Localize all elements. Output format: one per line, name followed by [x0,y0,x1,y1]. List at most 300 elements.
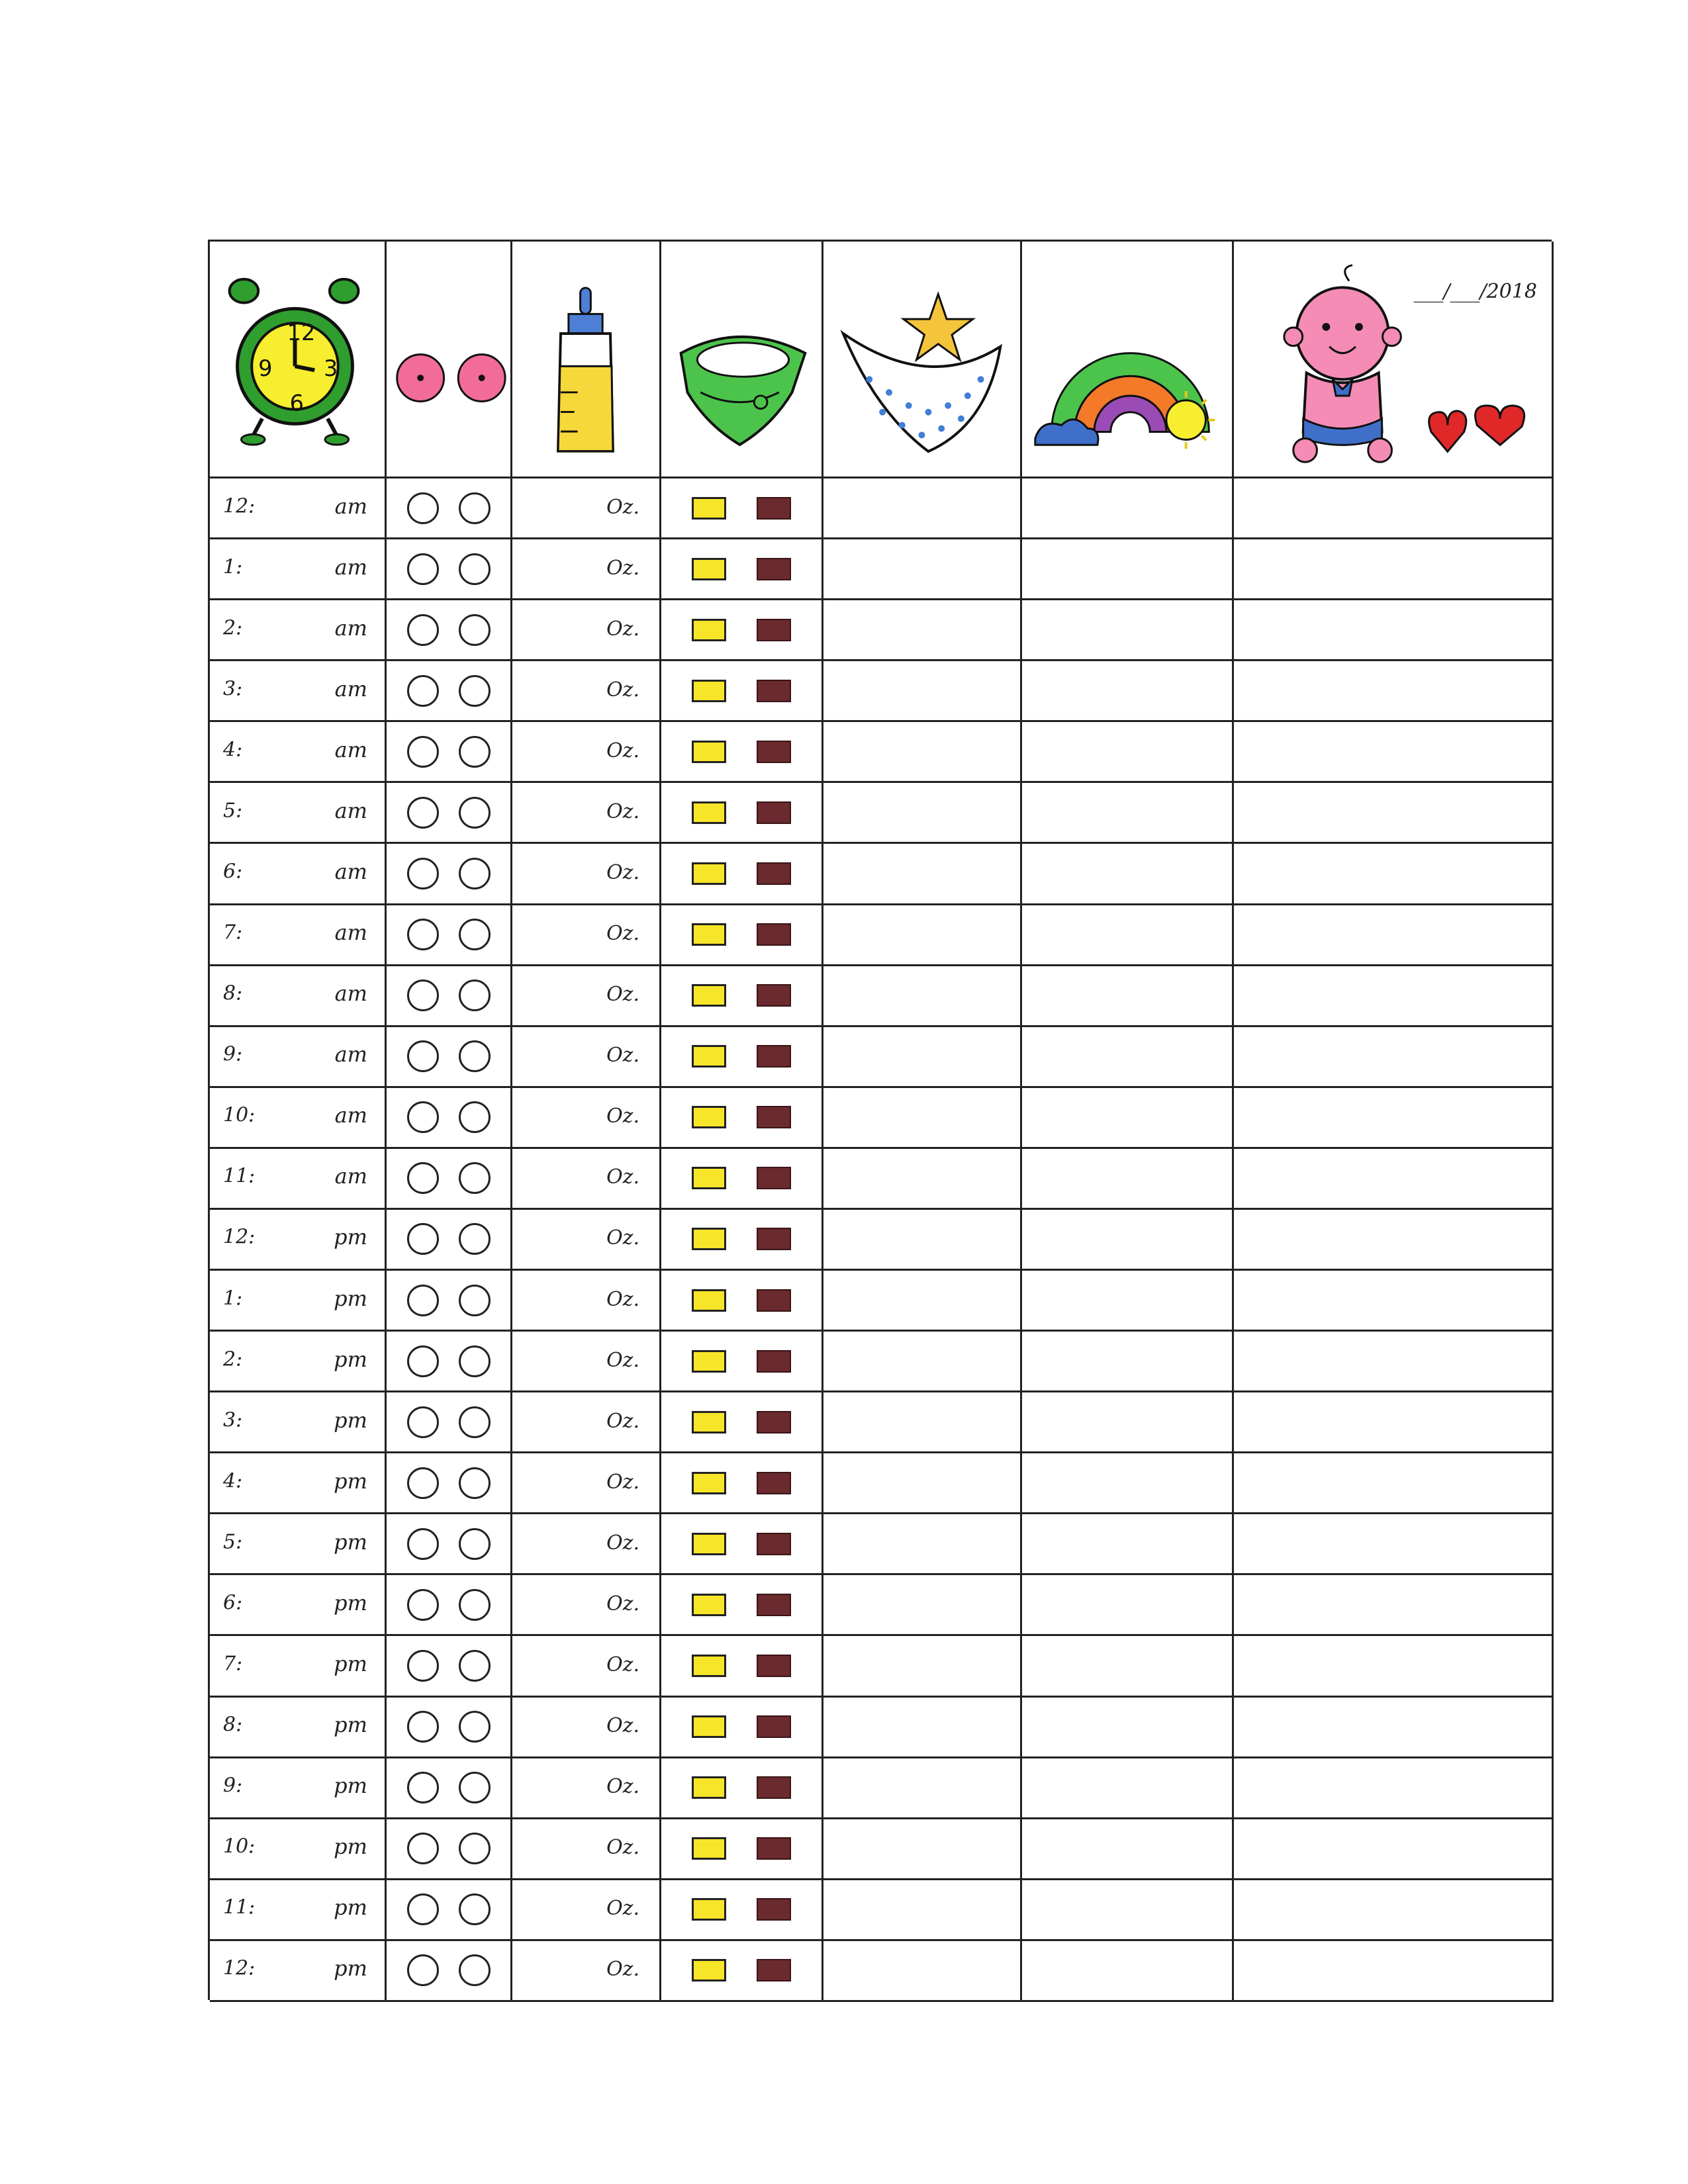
breastfeeding-cell [387,1880,512,1941]
right-side-checkbox[interactable] [459,1893,491,1925]
wet-diaper-checkbox[interactable] [692,1228,726,1250]
oz-label: Oz. [606,921,639,945]
wet-diaper-checkbox[interactable] [692,1289,726,1312]
sleep-cell[interactable] [823,1088,1022,1149]
period-label: pm [334,1285,367,1311]
period-label: am [334,797,367,823]
time-cell [210,1941,387,2002]
notes-cell[interactable] [1234,661,1554,722]
oz-label: Oz. [606,1287,639,1311]
time-cell [210,1758,387,1819]
hour-label: 8: [223,1713,243,1737]
dirty-diaper-checkbox[interactable] [757,1289,791,1312]
wet-diaper-checkbox[interactable] [692,619,726,641]
header-notes [1234,242,1554,478]
wet-diaper-checkbox[interactable] [692,1045,726,1068]
activity-cell[interactable] [1022,600,1234,661]
period-label: pm [334,1468,367,1494]
bottle-oz-cell[interactable] [512,1210,661,1271]
hour-label: 1: [223,1287,243,1310]
notes-cell[interactable] [1234,600,1554,661]
left-side-checkbox[interactable] [407,614,439,646]
sleep-cell[interactable] [823,1453,1022,1514]
time-cell [210,783,387,844]
notes-cell[interactable] [1234,539,1554,600]
dirty-diaper-checkbox[interactable] [757,1411,791,1433]
left-side-checkbox[interactable] [407,1589,439,1621]
time-cell [210,478,387,539]
time-cell [210,1514,387,1575]
time-cell [210,722,387,783]
left-side-checkbox[interactable] [407,1528,439,1560]
breastfeeding-cell [387,1332,512,1392]
hour-label: 6: [223,860,243,884]
time-cell [210,1027,387,1088]
activity-cell[interactable] [1022,783,1234,844]
bottle-oz-cell[interactable] [512,539,661,600]
notes-cell[interactable] [1234,1210,1554,1271]
sleep-cell[interactable] [823,1392,1022,1453]
breastfeeding-cell [387,1453,512,1514]
notes-cell[interactable] [1234,1453,1554,1514]
oz-label: Oz. [606,1592,639,1615]
diaper-cell [661,1698,823,1758]
sleep-cell[interactable] [823,539,1022,600]
period-label: am [334,737,367,762]
dirty-diaper-checkbox[interactable] [757,1959,791,1981]
activity-cell[interactable] [1022,1453,1234,1514]
sleep-cell[interactable] [823,1271,1022,1332]
dirty-diaper-checkbox[interactable] [757,1106,791,1128]
left-side-checkbox[interactable] [407,1162,439,1194]
sleep-cell[interactable] [823,600,1022,661]
wet-diaper-checkbox[interactable] [692,1106,726,1128]
diaper-cell [661,1758,823,1819]
activity-cell[interactable] [1022,1088,1234,1149]
left-side-checkbox[interactable] [407,553,439,585]
period-label: pm [334,1895,367,1921]
sleep-cell[interactable] [823,1575,1022,1636]
sleep-cell[interactable] [823,661,1022,722]
activity-cell[interactable] [1022,478,1234,539]
oz-label: Oz. [606,1774,639,1798]
breastfeeding-cell [387,1149,512,1210]
diaper-cell [661,1453,823,1514]
sleep-cell[interactable] [823,1027,1022,1088]
hour-label: 12: [223,1226,256,1250]
period-label: am [334,615,367,641]
right-side-checkbox[interactable] [459,1772,491,1803]
rainbow-sun-icon [1022,242,1232,477]
hour-label: 4: [223,1469,243,1493]
wet-diaper-checkbox[interactable] [692,1411,726,1433]
wet-diaper-checkbox[interactable] [692,1959,726,1981]
dirty-diaper-checkbox[interactable] [757,1594,791,1616]
activity-cell[interactable] [1022,1575,1234,1636]
left-side-checkbox[interactable] [407,979,439,1011]
time-cell [210,1698,387,1758]
dirty-diaper-checkbox[interactable] [757,1533,791,1555]
dirty-diaper-checkbox[interactable] [757,1837,791,1860]
breastfeeding-cell [387,1271,512,1332]
wet-diaper-checkbox[interactable] [692,984,726,1007]
notes-cell[interactable] [1234,966,1554,1027]
sleep-cell[interactable] [823,1880,1022,1941]
bottle-oz-cell[interactable] [512,905,661,966]
activity-cell[interactable] [1022,539,1234,600]
wet-diaper-checkbox[interactable] [692,558,726,580]
header-bottle [512,242,661,478]
activity-cell[interactable] [1022,661,1234,722]
time-cell [210,1088,387,1149]
activity-cell[interactable] [1022,1941,1234,2002]
notes-cell[interactable] [1234,1149,1554,1210]
wet-diaper-checkbox[interactable] [692,862,726,885]
hour-label: 8: [223,981,243,1005]
notes-cell[interactable] [1234,1575,1554,1636]
notes-cell[interactable] [1234,783,1554,844]
sleep-cell[interactable] [823,1636,1022,1697]
left-side-checkbox[interactable] [407,675,439,707]
notes-cell[interactable] [1234,905,1554,966]
period-label: pm [334,1346,367,1372]
notes-cell[interactable] [1234,478,1554,539]
sleep-cell[interactable] [823,1698,1022,1758]
activity-cell[interactable] [1022,1698,1234,1758]
notes-cell[interactable] [1234,844,1554,905]
notes-cell[interactable] [1234,1698,1554,1758]
sleep-cell[interactable] [823,1819,1022,1880]
wet-diaper-checkbox[interactable] [692,741,726,763]
bottle-oz-cell[interactable] [512,1575,661,1636]
activity-cell[interactable] [1022,905,1234,966]
dirty-diaper-checkbox[interactable] [757,862,791,885]
oz-label: Oz. [606,1713,639,1737]
activity-cell[interactable] [1022,1210,1234,1271]
baby-hearts-icon [1234,242,1552,477]
hour-label: 1: [223,555,243,579]
dirty-diaper-checkbox[interactable] [757,1167,791,1189]
left-side-checkbox[interactable] [407,1772,439,1803]
time-cell [210,1819,387,1880]
sleep-cell[interactable] [823,478,1022,539]
left-side-checkbox[interactable] [407,1285,439,1316]
dirty-diaper-checkbox[interactable] [757,1655,791,1677]
right-side-checkbox[interactable] [459,1162,491,1194]
breastfeeding-cell [387,783,512,844]
time-cell [210,1271,387,1332]
period-label: am [334,1103,367,1128]
sleep-cell[interactable] [823,1332,1022,1392]
right-side-checkbox[interactable] [459,1406,491,1438]
period-label: am [334,554,367,580]
dirty-diaper-checkbox[interactable] [757,619,791,641]
notes-cell[interactable] [1234,1027,1554,1088]
activity-cell[interactable] [1022,1027,1234,1088]
activity-cell[interactable] [1022,1819,1234,1880]
breastfeeding-cell [387,1210,512,1271]
right-side-checkbox[interactable] [459,492,491,524]
notes-cell[interactable] [1234,1636,1554,1697]
left-side-checkbox[interactable] [407,1833,439,1864]
activity-cell[interactable] [1022,1636,1234,1697]
right-side-checkbox[interactable] [459,1650,491,1682]
bottle-oz-cell[interactable] [512,1819,661,1880]
dirty-diaper-checkbox[interactable] [757,558,791,580]
hour-label: 2: [223,616,243,640]
wet-diaper-checkbox[interactable] [692,1533,726,1555]
bottle-oz-cell[interactable] [512,783,661,844]
breastfeeding-cell [387,1941,512,2002]
wet-diaper-checkbox[interactable] [692,1472,726,1494]
dirty-diaper-checkbox[interactable] [757,1898,791,1921]
diaper-cell [661,722,823,783]
oz-label: Oz. [606,1470,639,1494]
bottle-oz-cell[interactable] [512,1027,661,1088]
activity-cell[interactable] [1022,722,1234,783]
oz-label: Oz. [606,495,639,519]
dirty-diaper-checkbox[interactable] [757,923,791,946]
bottle-oz-cell[interactable] [512,600,661,661]
dirty-diaper-checkbox[interactable] [757,984,791,1007]
activity-cell[interactable] [1022,1271,1234,1332]
period-label: am [334,676,367,702]
notes-cell[interactable] [1234,722,1554,783]
left-side-checkbox[interactable] [407,919,439,950]
left-side-checkbox[interactable] [407,858,439,889]
bottle-oz-cell[interactable] [512,1758,661,1819]
notes-cell[interactable] [1234,1941,1554,2002]
hour-label: 9: [223,1042,243,1066]
diaper-cell [661,1819,823,1880]
notes-cell[interactable] [1234,1088,1554,1149]
hour-label: 5: [223,799,243,823]
hour-label: 11: [223,1165,256,1189]
dirty-diaper-checkbox[interactable] [757,1472,791,1494]
dirty-diaper-checkbox[interactable] [757,1045,791,1068]
left-side-checkbox[interactable] [407,1711,439,1743]
breastfeeding-cell [387,905,512,966]
notes-cell[interactable] [1234,1392,1554,1453]
bottle-oz-cell[interactable] [512,1088,661,1149]
sleep-cell[interactable] [823,1149,1022,1210]
wet-diaper-checkbox[interactable] [692,1655,726,1677]
diaper-cell [661,1575,823,1636]
activity-cell[interactable] [1022,1514,1234,1575]
right-side-checkbox[interactable] [459,797,491,829]
right-side-checkbox[interactable] [459,1528,491,1560]
activity-cell[interactable] [1022,1392,1234,1453]
right-side-checkbox[interactable] [459,1711,491,1743]
dirty-diaper-checkbox[interactable] [757,1776,791,1799]
diaper-icon [661,242,821,477]
time-cell [210,844,387,905]
time-cell [210,661,387,722]
sleep-cell[interactable] [823,905,1022,966]
diaper-cell [661,1514,823,1575]
bottle-oz-cell[interactable] [512,1514,661,1575]
breastfeeding-cell [387,966,512,1027]
wet-diaper-checkbox[interactable] [692,1776,726,1799]
hour-label: 7: [223,921,243,944]
bottle-oz-cell[interactable] [512,722,661,783]
right-side-checkbox[interactable] [459,979,491,1011]
wet-diaper-checkbox[interactable] [692,1837,726,1860]
dirty-diaper-checkbox[interactable] [757,741,791,763]
sleep-cell[interactable] [823,844,1022,905]
period-label: pm [334,1956,367,1981]
activity-cell[interactable] [1022,1758,1234,1819]
wet-diaper-checkbox[interactable] [692,1167,726,1189]
wet-diaper-checkbox[interactable] [692,680,726,702]
dirty-diaper-checkbox[interactable] [757,801,791,824]
bottle-oz-cell[interactable] [512,1880,661,1941]
bottle-oz-cell[interactable] [512,1332,661,1392]
header-activity [1022,242,1234,478]
bottle-oz-cell[interactable] [512,661,661,722]
time-cell [210,1575,387,1636]
oz-label: Oz. [606,1531,639,1555]
left-side-checkbox[interactable] [407,1101,439,1133]
oz-label: Oz. [606,556,639,580]
breastfeeding-cell [387,844,512,905]
left-side-checkbox[interactable] [407,1406,439,1438]
dirty-diaper-checkbox[interactable] [757,680,791,702]
left-side-checkbox[interactable] [407,1040,439,1072]
diaper-cell [661,478,823,539]
bottle-oz-cell[interactable] [512,844,661,905]
breastfeeding-cell [387,1088,512,1149]
right-side-checkbox[interactable] [459,1223,491,1255]
left-side-checkbox[interactable] [407,1345,439,1377]
bottle-oz-cell[interactable] [512,1453,661,1514]
right-side-checkbox[interactable] [459,1589,491,1621]
right-side-checkbox[interactable] [459,553,491,585]
wet-diaper-checkbox[interactable] [692,1715,726,1738]
period-label: am [334,920,367,946]
bottle-oz-cell[interactable] [512,966,661,1027]
alarm-clock-icon [210,242,385,477]
bottle-oz-cell[interactable] [512,1271,661,1332]
baby-bottle-icon [512,242,659,477]
activity-cell[interactable] [1022,966,1234,1027]
right-side-checkbox[interactable] [459,1345,491,1377]
right-side-checkbox[interactable] [459,675,491,707]
right-side-checkbox[interactable] [459,919,491,950]
bottle-oz-cell[interactable] [512,1392,661,1453]
right-side-checkbox[interactable] [459,1833,491,1864]
wet-diaper-checkbox[interactable] [692,1898,726,1921]
breastfeeding-cell [387,1392,512,1453]
breastfeeding-cell [387,539,512,600]
bottle-oz-cell[interactable] [512,1941,661,2002]
oz-label: Oz. [606,1897,639,1921]
diaper-cell [661,661,823,722]
dirty-diaper-checkbox[interactable] [757,1350,791,1373]
svg-text:3: 3 [324,355,338,382]
left-side-checkbox[interactable] [407,1893,439,1925]
svg-text:9: 9 [258,355,273,382]
bottle-oz-cell[interactable] [512,1149,661,1210]
wet-diaper-checkbox[interactable] [692,497,726,520]
notes-cell[interactable] [1234,1819,1554,1880]
right-side-checkbox[interactable] [459,1467,491,1499]
wet-diaper-checkbox[interactable] [692,801,726,824]
period-label: am [334,1163,367,1189]
sleep-cell[interactable] [823,783,1022,844]
right-side-checkbox[interactable] [459,614,491,646]
wet-diaper-checkbox[interactable] [692,923,726,946]
sleep-cell[interactable] [823,1514,1022,1575]
sleep-cell[interactable] [823,1758,1022,1819]
date-field[interactable]: ___/___/2018 [1413,280,1537,303]
right-side-checkbox[interactable] [459,858,491,889]
sleep-cell[interactable] [823,1210,1022,1271]
dirty-diaper-checkbox[interactable] [757,1715,791,1738]
hour-label: 3: [223,1408,243,1432]
right-side-checkbox[interactable] [459,1954,491,1986]
left-side-checkbox[interactable] [407,1223,439,1255]
breastfeeding-cell [387,600,512,661]
time-cell [210,1636,387,1697]
left-side-checkbox[interactable] [407,492,439,524]
log-table [208,240,1552,2000]
sleep-cell[interactable] [823,966,1022,1027]
dirty-diaper-checkbox[interactable] [757,1228,791,1250]
left-side-checkbox[interactable] [407,1954,439,1986]
left-side-checkbox[interactable] [407,1650,439,1682]
activity-cell[interactable] [1022,1332,1234,1392]
dirty-diaper-checkbox[interactable] [757,497,791,520]
notes-cell[interactable] [1234,1332,1554,1392]
bottle-oz-cell[interactable] [512,478,661,539]
time-cell [210,600,387,661]
svg-text:6: 6 [289,390,305,416]
notes-cell[interactable] [1234,1758,1554,1819]
activity-cell[interactable] [1022,1149,1234,1210]
hour-label: 10: [223,1835,256,1858]
left-side-checkbox[interactable] [407,1467,439,1499]
notes-cell[interactable] [1234,1271,1554,1332]
notes-cell[interactable] [1234,1880,1554,1941]
right-side-checkbox[interactable] [459,1101,491,1133]
right-side-checkbox[interactable] [459,1040,491,1072]
activity-cell[interactable] [1022,844,1234,905]
sleep-cell[interactable] [823,1941,1022,2002]
diaper-cell [661,1027,823,1088]
diaper-cell [661,966,823,1027]
left-side-checkbox[interactable] [407,797,439,829]
right-side-checkbox[interactable] [459,1285,491,1316]
left-side-checkbox[interactable] [407,736,439,768]
wet-diaper-checkbox[interactable] [692,1594,726,1616]
diaper-cell [661,1149,823,1210]
moon-star-icon [823,242,1020,477]
breastfeeding-cell [387,1514,512,1575]
diaper-cell [661,905,823,966]
bottle-oz-cell[interactable] [512,1636,661,1697]
wet-diaper-checkbox[interactable] [692,1350,726,1373]
oz-label: Oz. [606,1348,639,1372]
right-side-checkbox[interactable] [459,736,491,768]
hour-label: 11: [223,1896,256,1920]
header-time [210,242,387,478]
activity-cell[interactable] [1022,1880,1234,1941]
period-label: pm [334,1407,367,1433]
notes-cell[interactable] [1234,1514,1554,1575]
sleep-cell[interactable] [823,722,1022,783]
bottle-oz-cell[interactable] [512,1698,661,1758]
